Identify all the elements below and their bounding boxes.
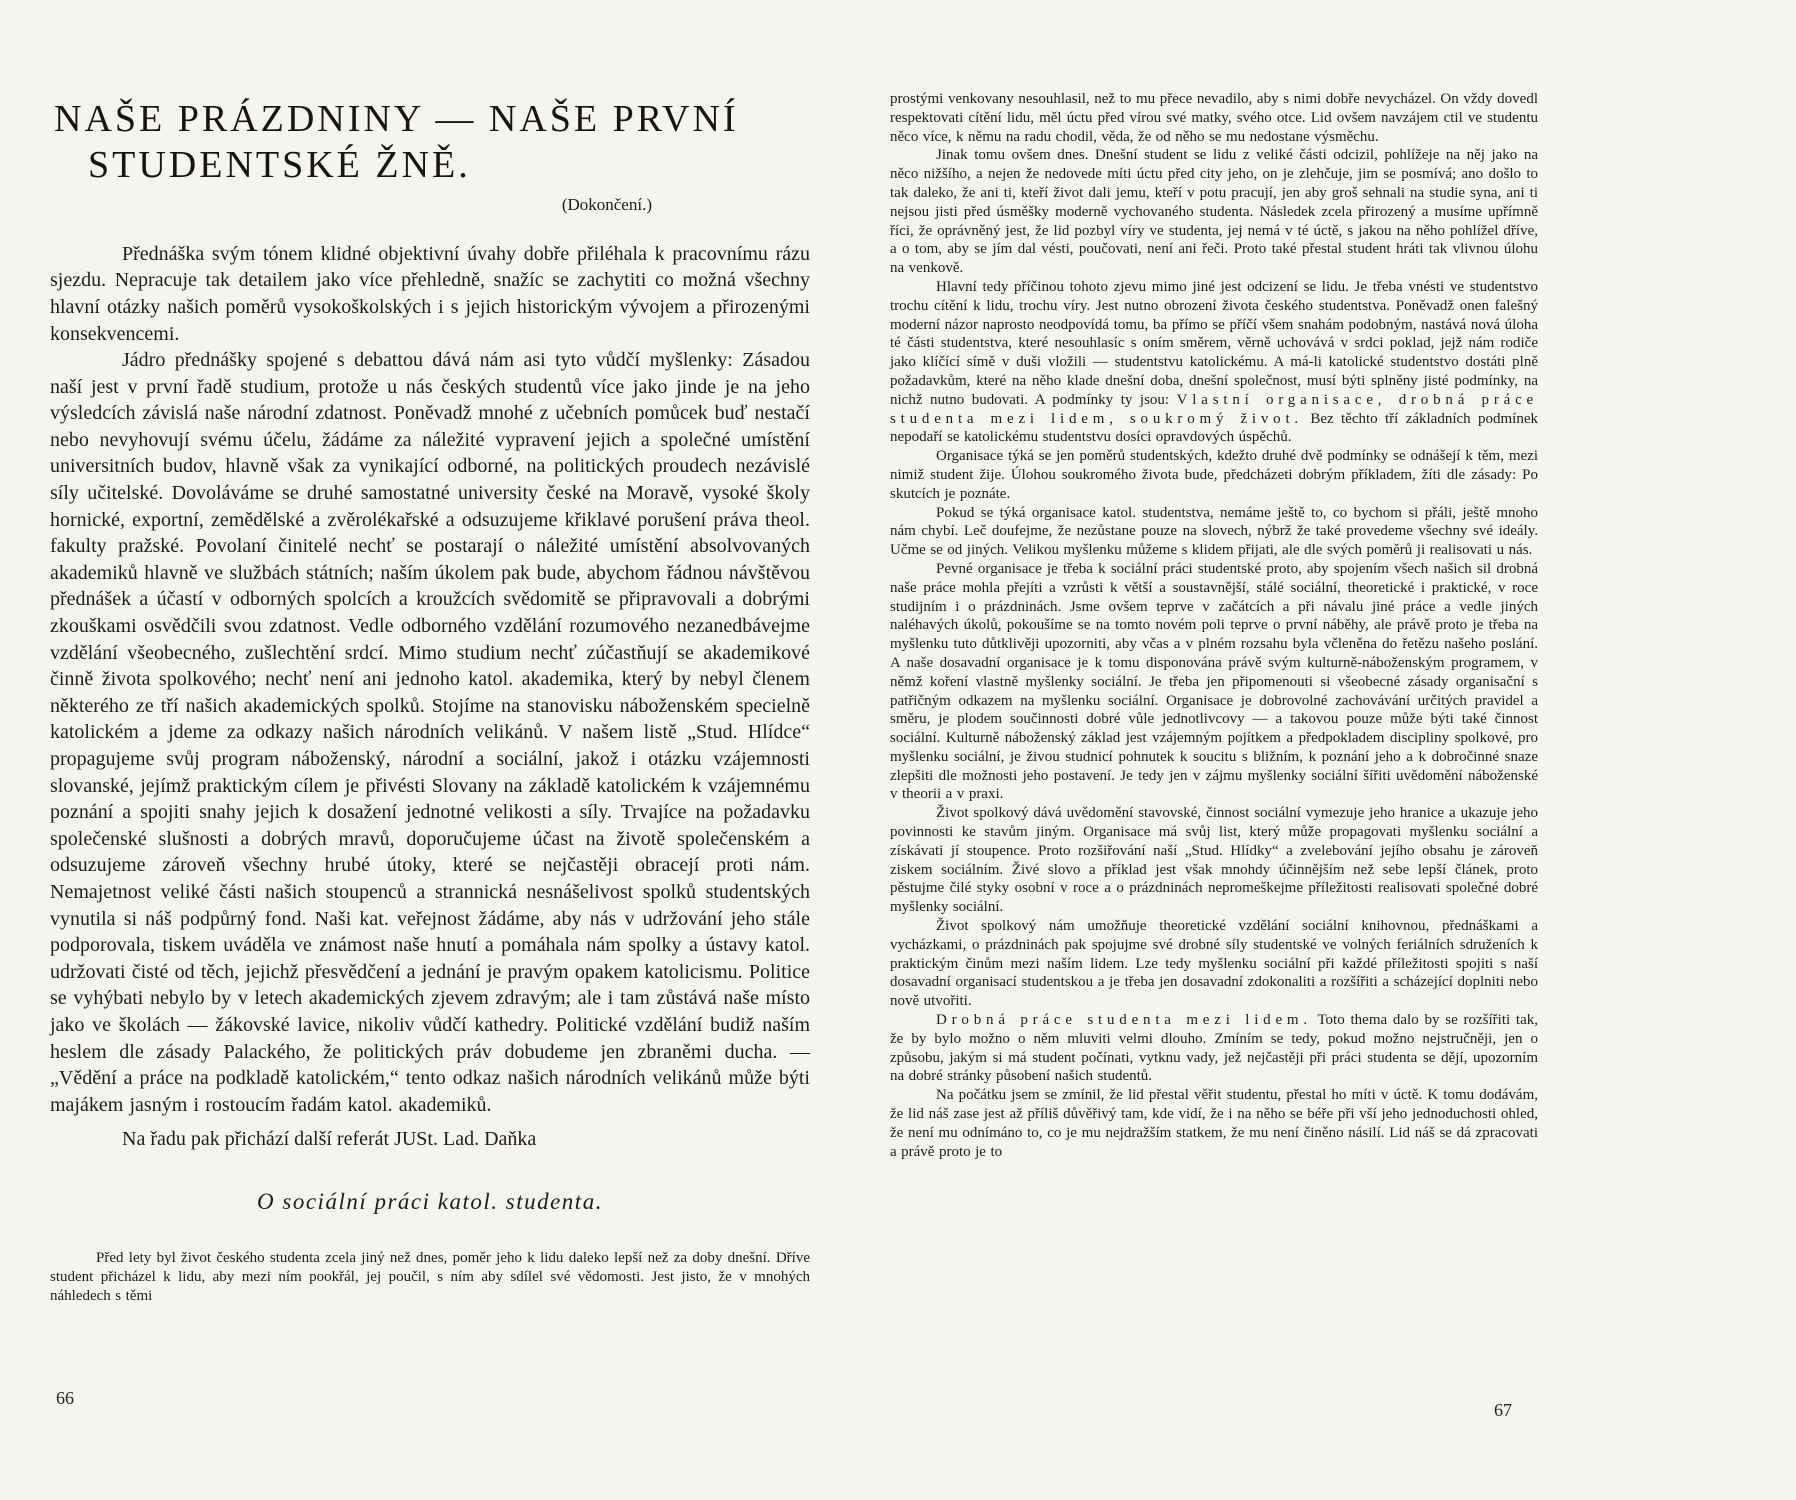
article-title bbox=[54, 96, 810, 189]
paragraph bbox=[890, 560, 1538, 804]
paragraph bbox=[890, 804, 1538, 917]
left-page-intro bbox=[50, 1249, 810, 1305]
text-run: Hlavní tedy příčinou tohoto zjevu mimo jiné jest odcizení se lidu. Je třeba vnésti ve studentstvo trochu cítění k lidu, trochu víry. Jest nutno obrození života českého studentstva. Poněvadž onen falešný moderní názor naprosto neodpovídá tomu, ba přímo se příčí všem snahám podobným, nastává nová úloha té části studentstva, které nesouhlasíc s oním směrem, věrně uchovává v srdci poklad, jejž nám rodiče jako klíčící símě v duši vložili — studentstvu katolickému. A má-li katolické studentstvo dostáti plně požadavkům, které na něho klade dnešní doba, dnešní společnost, musí býti splněny jisté podmínky, na nichž nutno budovati. A podmínky ty jsou: bbox=[890, 278, 1538, 408]
text-run: Život spolkový nám umožňuje theoretické vzdělání sociální knihovnou, přednáškami a vycházkami, o prázdninách pak spojujme své drobné síly studentské ve volných feriálních sdruženích k praktickým činům mezi naším lidem. Lze tedy myšlenku sociální při každé příležitosti spojiti s naší dosavadní organisací studentskou a je třeba jen dosavadní zdokonaliti a rozšířiti a scházející doplniti nebo nově utvořiti. bbox=[890, 918, 1538, 1010]
referat-announcement: Na řadu pak přichází další referát JUSt. Lad. Daňka bbox=[122, 1128, 537, 1151]
text-run: Organisace týká se jen poměrů studentských, kdežto druhé dvě podmínky se odnášejí k těm, mezi nimiž student žije. Úlohou soukromého života bude, předcházeti dobrým příkladem, žíti dle zásady: Po skutcích je poznáte. bbox=[890, 448, 1538, 502]
paragraph bbox=[890, 90, 1538, 146]
right-page-body bbox=[890, 90, 1538, 1161]
letter-spaced-emphasis: Drobná práce studenta mezi lidem. bbox=[936, 1012, 1312, 1029]
text-run: Bez těchto tří základních podmínek nepodaří se katolickému studentstvu dosíci opravdových úspěchů. bbox=[890, 410, 1539, 446]
text-run: Před lety byl život českého studenta zcela jiný než dnes, poměr jeho k lidu daleko lepší než za doby dnešní. Dříve student přicházel k lidu, aby mezi ním pookřál, jej poučil, s ním aby sdílel své vědomosti. Jest jisto, že v mnohých náhledech s těmi bbox=[50, 1250, 810, 1304]
text-run: Přednáška svým tónem klidné objektivní úvahy dobře přiléhala k pracovnímu rázu sjezdu. Nepracuje tak detailem jako více přehledně, snažíc se zachytiti co možná všechny hlavní otázky našich poměrů vysokoškolských i s jejich historickým vývojem a přirozenými konsekvencemi. bbox=[50, 242, 810, 345]
paragraph bbox=[890, 917, 1538, 1011]
paragraph bbox=[50, 1249, 810, 1305]
article-title-line2: STUDENTSKÉ ŽNĚ. bbox=[88, 144, 471, 187]
paragraph bbox=[890, 1011, 1538, 1086]
text-run: Na počátku jsem se zmínil, že lid přestal věřit studentu, přestal ho míti v úctě. K tomu dodávám, že lid náš zase jest až příliš důvěřivý tam, kde vidí, že i na něho se béře při vší jeho jednoduchosti ohled, že není mu odnímáno to, co je mu nejdražším statkem, že mu není činěno násilí. Lid náš se dá zpracovati a právě proto je to bbox=[890, 1087, 1538, 1160]
paragraph bbox=[890, 447, 1538, 503]
text-run: Toto thema dalo by se rozšířiti tak, že by bylo možno o něm mluviti velmi dlouho. Zmíním se tedy, pokud možno nejstručněji, jen o způsobu, jakým si má student počínati, vytknu vady, jež nejčastěji při práci studenta se dějí, upozorním na dobré stránky působení našich studentů. bbox=[890, 1012, 1538, 1085]
paragraph bbox=[890, 504, 1538, 560]
page-right bbox=[890, 90, 1538, 1161]
page-number-right: 67 bbox=[1494, 1400, 1512, 1420]
text-run: Život spolkový dává uvědomění stavovské, činnost sociální vymezuje jeho hranice a ukazuje jeho povinnosti ke stavům jiným. Organisace má svůj list, který může propagovati myšlenku sociální a získávati jí stoupence. Proto rozšiřování naší „Stud. Hlídky“ a zvelebování jejího obsahu je zároveň ziskem sociálním. Živé slovo a příklad jest však mnohdy účinnějším než sebe lepší článek, proto pěstujme čilé styky osobní v roce a o prázdninách nepromeškejme příležitosti realisovati společné dobré myšlenky sociální. bbox=[890, 805, 1538, 916]
paragraph bbox=[890, 278, 1538, 447]
page-left bbox=[50, 96, 810, 1306]
paragraph bbox=[890, 1086, 1538, 1161]
text-run: Pevné organisace je třeba k sociální práci studentské proto, aby spojením všech našich sil drobná naše práce mohla přejíti a vzrůsti k větší a soustavnější, stálé sociální, theoretické i praktické, v roce studijním i o prázdninách. Jsme ovšem teprve v začátcích a při návalu jiné práce a vedle jiných naléhavých úkolů, pokoušíme se na tomto novém poli teprve o první náběhy, ale právě proto je třeba na myšlenku tuto důtklivěji upozorniti, aby včas a v plném rozsahu byla včleněna do řetězu našeho poslání. A naše dosavadní organisace je k tomu disponována právě svým kulturně-náboženským programem, v němž koření vlastně myšlenky sociální. Je třeba jen připomenouti si všeobecné zásady organisační s patřičným odkazem na myšlenku sociální. Organisace je dobrovolné zachovávání určitých pravidel a směru, je plodem součinnosti dobré vůle jednotlivcovy — a takovou pouze může býti také činnost sociální. Kulturně náboženský základ jest vzájemným pojítkem a předpokladem discipliny spolkové, pro myšlenku sociální, je živou studnicí pohnutek k soucitu s bližním, k poznání jeho a k dobročinné snaze zlepšiti dle možnosti jeho postavení. Je tedy jen v zájmu myšlenky sociální šířiti uvědomění náboženské v theorii a v praxi. bbox=[890, 560, 1538, 803]
left-page-body bbox=[50, 241, 810, 1119]
text-run: Jinak tomu ovšem dnes. Dnešní student se lidu z veliké části odcizil, pohlížeje na něj jako na něco nižšího, a nejen že nedovede míti úctu před city jeho, on je zlehčuje, jim se posmívá; ano došlo to tak daleko, že ani ti, kteří život dali jemu, kteří v potu pracují, jen aby groš sehnali na studie syna, ani ti nejsou jisti před úsměšky moderně vychovaného studenta. Následek zcela přirozený a musíme upřímně říci, že oprávněný jest, že lid pozbyl víry ve studenta, jej nemá v té úctě, s jakou na něho pohlížel dříve, a o tom, aby se jím dal vésti, poučovati, není ani řeči. Proto také přestal student hráti tak vlivnou úlohu na venkově. bbox=[890, 147, 1538, 277]
page-number-left: 66 bbox=[56, 1388, 74, 1408]
section-heading: O sociální práci katol. studenta. bbox=[257, 1189, 603, 1215]
paragraph bbox=[50, 347, 810, 1118]
paragraph bbox=[890, 146, 1538, 278]
text-run: Pokud se týká organisace katol. studentstva, nemáme ještě to, co bychom si přáli, ještě mnoho nám chybí. Leč doufejme, že nezůstane pouze na slovech, nýbrž že také provedeme všechny své ideály. Učme se od jiných. Velikou myšlenku můžeme s klidem přijati, ale dle svých poměrů ji realisovati u nás. bbox=[890, 504, 1538, 559]
paragraph bbox=[50, 241, 810, 347]
text-run: Jádro přednášky spojené s debattou dává nám asi tyto vůdčí myšlenky: Zásadou naší jest v první řadě studium, protože u nás českých studentů více jako jinde je na jeho výsledcích závislá naše národní zdatnost. Poněvadž mnohé z učebních pomůcek buď nestačí nebo nevyhovují svému účelu, žádáme za náležité vypravení jejich a společné umístění universitních budov, hlavně však za vynikající odborné, na politických proudech nezávislé síly učitelské. Dovoláváme se druhé samostatné university české na Moravě, vysoké školy hornické, exportní, zemědělské a zvěrolékařské a odsuzujeme křiklavé porušení práva theol. fakulty pražské. Povolaní činitelé nechť se postarají o náležité umístění absolvovaných akademiků hlavně ve službách státních; naším úkolem pak bude, abychom řádnou návštěvou přednášek a účastí v odborných spolcích a kroužcích svědomitě se připravovali a dobrými zkouškami osvědčili svou zdatnost. Vedle odborného vzdělání rozumového nezanedbávejme vzdělání všeobecného, zušlechtění srdcí. Mimo studium nechť zúčastňují se akademikové činně života spolkového; nechť není ani jednoho katol. akademika, který by nebyl členem některého ze tří našich akademických spolků. Stojíme na stanovisku náboženském specielně katolickém a jdeme za odkazy našich národních velikánů. V našem listě „Stud. Hlídce“ propagujeme svůj program náboženský, národní a sociální, jakož i otázku vzájemnosti slovanské, jejímž praktickým cílem je přivésti Slovany na základě katolickém k vzájemnému poznání a spojiti snahy jejich k dosažení jednotné velikosti a síly. Trvajíce na požadavku společenské slušnosti a dobrých mravů, doporučujeme účast na životě společenském a odsuzujeme zároveň všechny hrubé útoky, které se nejčastěji obracejí proti nám. Nemajetnost veliké části našich stoupenců a strannická nesnášelivost spolků studentských vynutila si náš podpůrný fond. Naši kat. veřejnost žádáme, aby nás v udržování jeho stále podporovala, tiskem uváděla ve známost naše hnutí a pomáhala nám spolky a ústavy katol. udržovati čisté od těch, jejichž přesvědčení a jednání je pravým opakem katolicismu. Politice se vyhýbati nebylo by v letech akademických zjevem zdravým; ale i tam zůstává naše místo jako ve školách — žákovské lavice, nikoliv vůdčí kathedry. Politické vzdělání budiž naším heslem dle zásady Palackého, že politických práv dobudeme jen zbraněmi ducha. — „Vědění a práce na podkladě katolickém,“ tento odkaz našich národních velikánů může býti majákem jasným i rostoucím řadám katol. akademiků. bbox=[50, 349, 810, 1116]
article-subtitle: (Dokončení.) bbox=[561, 194, 652, 214]
article-title-line1: NAŠE PRÁZDNINY — NAŠE PRVNÍ bbox=[54, 98, 739, 140]
text-run: prostými venkovany nesouhlasil, než to mu přece nevadilo, aby s nimi dobře nevycházel. On vždy dovedl respektovati cítění lidu, měl úctu před vírou své matky, svého otce. Lid ovšem navzájem ctil ve studentu něco více, k němu na radu chodil, věda, že od něho se mu nedostane výsměchu. bbox=[890, 91, 1538, 145]
letter-spaced-emphasis: Vlastní organisace, drobná práce studenta mezi lidem, soukromý život. bbox=[890, 391, 1538, 427]
